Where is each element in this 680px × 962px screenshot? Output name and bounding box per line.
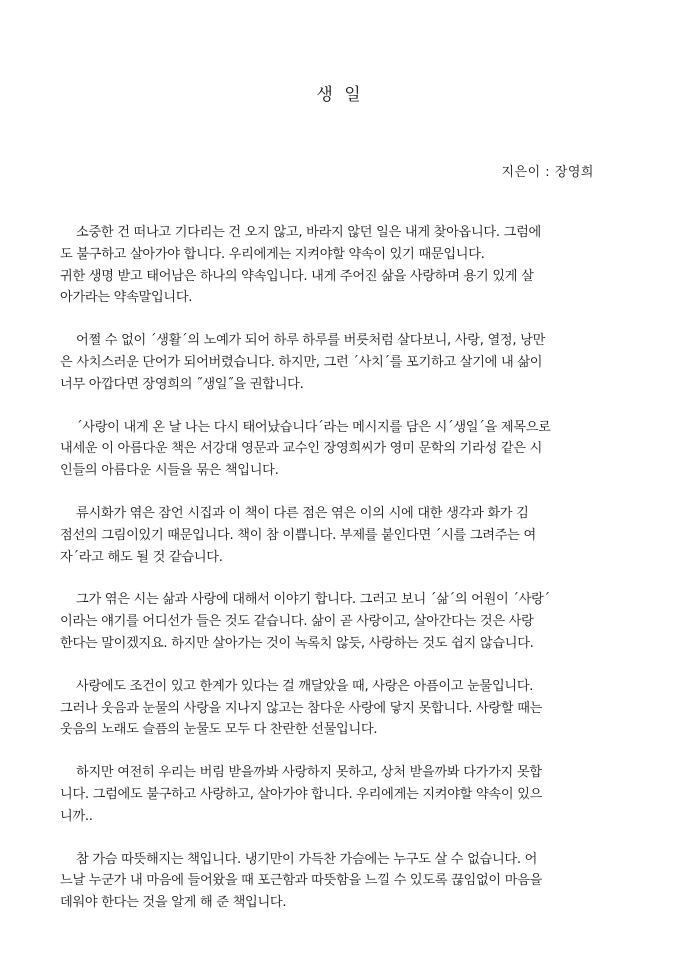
- document-body: [60, 222, 620, 935]
- paragraph: [60, 222, 620, 309]
- text-line: 인들의 아름다운 시들을 묶은 책입니다.: [60, 463, 279, 479]
- text-line: ´사랑이 내게 온 날 나는 다시 태어났습니다´라는 메시지를 담은 시´생일´을 제목으로: [76, 419, 551, 435]
- text-line: 그러나 웃음과 눈물의 사랑을 지나지 않고는 참다운 사랑에 닿지 못합니다. 사랑할 때는: [60, 700, 543, 716]
- text-line: 내세운 이 아름다운 책은 서강대 영문과 교수인 장영희씨가 영미 문학의 기라성 같은 시: [60, 441, 543, 457]
- text-line: 귀한 생명 받고 태어남은 하나의 약속입니다. 내게 주어진 삶을 사랑하며 용기 있게 살: [60, 268, 534, 284]
- text-line: 데워야 한다는 것을 알게 해 준 책입니다.: [60, 895, 287, 911]
- text-line: 하지만 여전히 우리는 버림 받을까봐 사랑하지 못하고, 상처 받을까봐 다가가지 못합: [76, 765, 542, 781]
- text-line: 느날 누군가 내 마음에 들어왔을 때 포근함과 따뜻함을 느낄 수 있도록 끊임없이 마음을: [60, 873, 543, 889]
- text-line: 사랑에도 조건이 있고 한계가 있다는 걸 깨달았을 때, 사랑은 아픔이고 눈물입니다.: [76, 678, 534, 694]
- paragraph: [60, 503, 620, 568]
- text-line: 점선의 그림이있기 때문입니다. 책이 참 이쁩니다. 부제를 붙인다면 ´시를 그려주는 여: [60, 527, 536, 543]
- text-line: 니까..: [60, 808, 93, 824]
- text-line: 도 불구하고 살아가야 합니다. 우리에게는 지켜야할 약속이 있기 때문입니다.: [60, 246, 485, 262]
- text-line: 소중한 건 떠나고 기다리는 건 오지 않고, 바라지 않던 일은 내게 찾아옵니다. 그럼에: [76, 225, 541, 240]
- paragraph: [60, 589, 620, 654]
- text-line: 자´라고 해도 될 것 같습니다.: [60, 549, 223, 565]
- document-title: 생 일: [316, 85, 364, 105]
- text-line: 그가 엮은 시는 삶과 사랑에 대해서 이야기 합니다. 그러고 보니 ´삶´의 어원이 ´사랑´: [76, 592, 550, 608]
- text-line: 아가라는 약속말입니다.: [60, 290, 193, 306]
- text-line: 은 사치스러운 단어가 되어버렸습니다. 하지만, 그런 ´사치´를 포기하고 살기에 내 삶이: [60, 354, 543, 370]
- text-line: 참 가슴 따뜻해지는 책입니다. 냉기만이 가득찬 가슴에는 누구도 살 수 없습니다. 어: [76, 851, 538, 867]
- text-line: 너무 아깝다면 장영희의 ˝생일˝을 권합니다.: [60, 376, 304, 392]
- author-line: 지은이 : 장영희: [501, 165, 594, 180]
- paragraph: [60, 676, 620, 741]
- text-line: 니다. 그럼에도 불구하고 사랑하고, 살아가야 합니다. 우리에게는 지켜야할 약속이 있으: [60, 786, 543, 802]
- paragraph: [60, 762, 620, 827]
- text-line: 웃음의 노래도 슬픔의 눈물도 모두 다 찬란한 선물입니다.: [60, 722, 378, 738]
- text-line: 한다는 말이겠지요. 하지만 살아가는 것이 녹록치 않듯, 사랑하는 것도 쉽지 않습니다.: [60, 635, 534, 651]
- text-line: 류시화가 엮은 잠언 시집과 이 책이 다른 점은 엮은 이의 시에 대한 생각과 화가 김: [76, 505, 529, 521]
- paragraph: [60, 417, 620, 482]
- paragraph: [60, 849, 620, 914]
- text-line: 어쩔 수 없이 ´생활´의 노예가 되어 하루 하루를 버릇처럼 살다보니, 사랑, 열정, 낭만: [76, 333, 546, 349]
- paragraph: [60, 330, 620, 395]
- text-line: 이라는 얘기를 어디선가 들은 것도 같습니다. 삶이 곧 사랑이고, 살아간다는 것은 사랑: [60, 614, 534, 630]
